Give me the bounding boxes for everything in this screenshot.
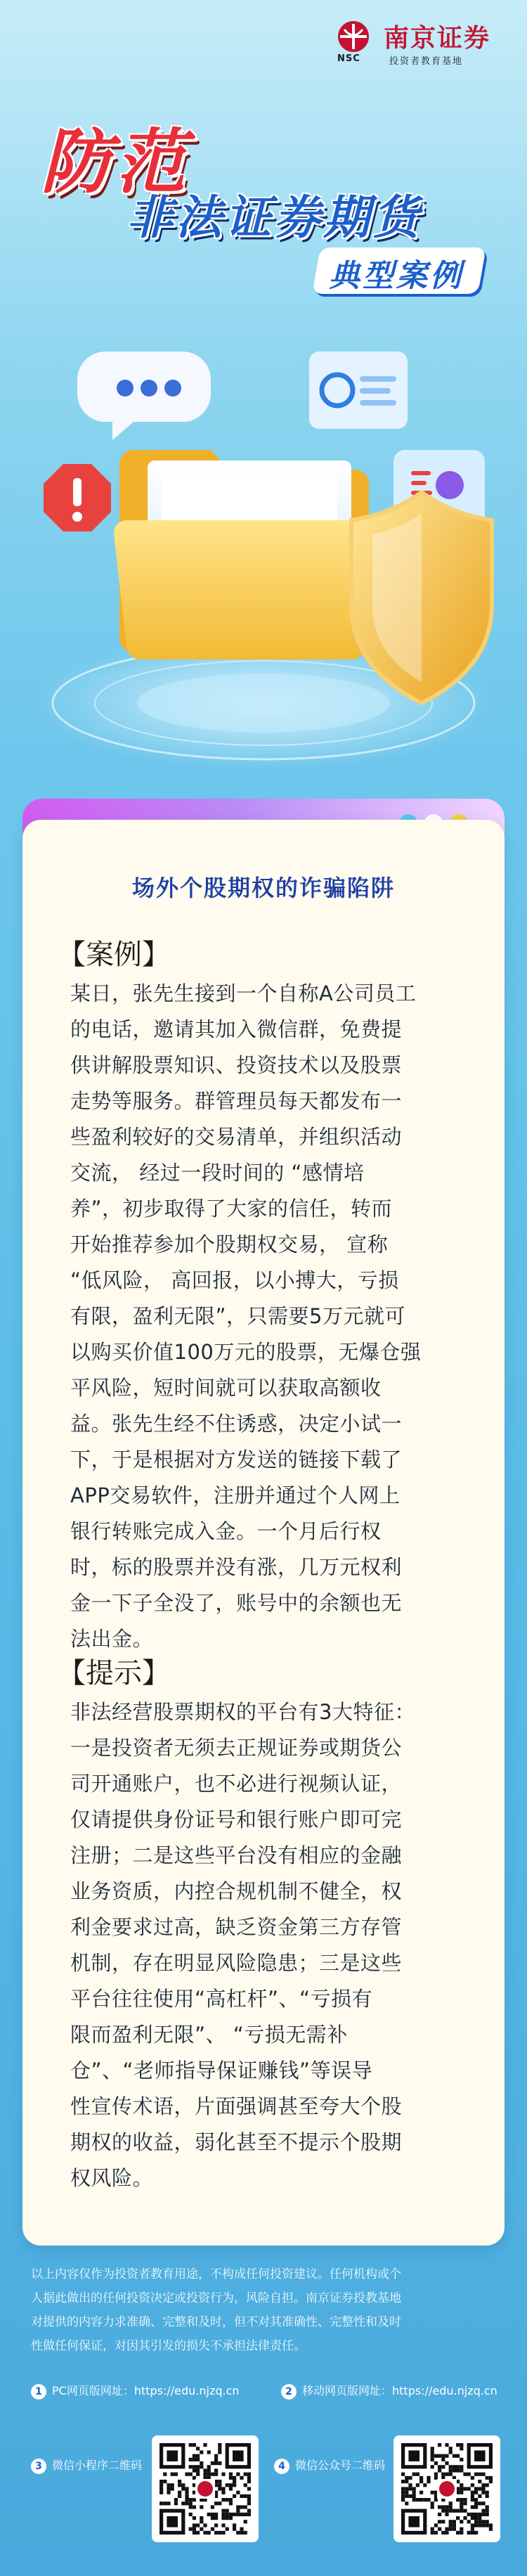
case-line: 以购买价值100万元的股票，无爆仓强 bbox=[70, 1340, 422, 1364]
brand-logo bbox=[332, 15, 507, 72]
qr-number: 3 bbox=[31, 2459, 46, 2474]
case-line: 平风险，短时间就可以获取高额收 bbox=[70, 1376, 382, 1400]
tip-line: 司开通账户，也不必进行视频认证， bbox=[70, 1772, 403, 1796]
case-heading: 【案例】 bbox=[58, 939, 170, 971]
brand-name: 南京证券 bbox=[384, 23, 491, 53]
link-number: 1 bbox=[31, 2384, 46, 2400]
case-line: 时，标的股票并没有涨，几万元权利 bbox=[70, 1555, 403, 1579]
tip-heading: 【提示】 bbox=[58, 1657, 170, 1689]
case-line: 的电话，邀请其加入微信群，免费提 bbox=[70, 1017, 403, 1041]
tip-line: 一是投资者无须去正规证券或期货公 bbox=[70, 1736, 403, 1760]
case-line: 下，于是根据对方发送的链接下载了 bbox=[70, 1448, 403, 1471]
disclaimer-line: 性做任何保证，对因其引发的损失不承担法律责任。 bbox=[31, 2339, 306, 2353]
case-line: 某日，张先生接到一个自称A公司员工 bbox=[70, 981, 417, 1005]
link-label: PC网页版网址：https://edu.njzq.cn bbox=[52, 2384, 240, 2397]
warning-icon bbox=[44, 464, 111, 532]
tip-line: 注册；二是这些平台没有相应的金融 bbox=[70, 1843, 403, 1867]
qr-label-text: 微信小程序二维码 bbox=[52, 2459, 143, 2472]
case-line: 交流， 经过一段时间的 “感情培 bbox=[70, 1161, 365, 1185]
case-line: 益。张先生经不住诱惑，决定小试一 bbox=[70, 1412, 403, 1436]
tip-line: 权风险。 bbox=[70, 2166, 154, 2190]
folder-icon bbox=[114, 450, 378, 659]
brand-subtitle: 投资者教育基地 bbox=[389, 56, 464, 67]
case-line: 银行转账完成入金。一个月后行权 bbox=[70, 1519, 382, 1543]
link-label: 移动网页版网址：https://edu.njzq.cn bbox=[302, 2384, 497, 2397]
qr-code-official-account[interactable] bbox=[393, 2435, 500, 2542]
case-title: 场外个股期权的诈骗陷阱 bbox=[131, 875, 395, 901]
link-mobile-site[interactable] bbox=[281, 2382, 497, 2400]
tip-paragraph bbox=[70, 1694, 471, 2196]
document-icon bbox=[309, 352, 408, 429]
hero-illustration bbox=[0, 309, 527, 787]
case-line: APP交易软件，注册并通过个人网上 bbox=[70, 1483, 401, 1507]
qr-label-text: 微信公众号二维码 bbox=[295, 2459, 386, 2472]
case-line: 供讲解股票知识、投资技术以及股票 bbox=[70, 1053, 403, 1077]
case-line: 走势等服务。群管理员每天都发布一 bbox=[70, 1089, 403, 1113]
case-line: 有限，盈利无限”，只需要5万元就可 bbox=[70, 1304, 405, 1328]
tip-line: 平台往往使用“高杠杆”、“亏损有 bbox=[70, 1987, 373, 2011]
hero-title-line2: 非法证券期货 bbox=[126, 191, 422, 245]
disclaimer bbox=[31, 2262, 497, 2358]
disclaimer-line: 对提供的内容力求准确、完整和及时，但不对其准确性、完整性和及时 bbox=[31, 2315, 401, 2329]
tip-line: 限而盈利无限”、 “亏损无需补 bbox=[70, 2023, 348, 2047]
tip-line: 期权的收益，弱化甚至不提示个股期 bbox=[70, 2130, 403, 2154]
case-line: 些盈利较好的交易清单，并组织活动 bbox=[70, 1125, 403, 1149]
tip-line: 机制，存在明显风险隐患；三是这些 bbox=[70, 1951, 403, 1975]
tip-line: 业务资质，内控合规机制不健全，权 bbox=[70, 1879, 403, 1903]
hero-title-line3: 典型案例 bbox=[329, 258, 464, 294]
disclaimer-line: 人据此做出的任何投资决定或投资行为，风险自担。南京证券投教基地 bbox=[31, 2291, 401, 2305]
link-pc-site[interactable] bbox=[31, 2382, 240, 2400]
case-line: 养”，初步取得了大家的信任，转而 bbox=[70, 1197, 393, 1221]
hero-title-line1: 防范 bbox=[41, 121, 190, 203]
link-number: 2 bbox=[281, 2384, 297, 2400]
case-line: “低风险， 高回报，以小搏大，亏损 bbox=[70, 1268, 399, 1292]
tip-line: 仓”、“老师指导保证赚钱”等误导 bbox=[70, 2059, 373, 2082]
tip-line: 性宣传术语，片面强调甚至夸大个股 bbox=[70, 2094, 403, 2118]
chat-bubble-icon bbox=[77, 352, 211, 440]
tip-line: 利金要求过高，缺乏资金第三方存管 bbox=[70, 1915, 403, 1939]
tip-line: 仅请提供身份证号和银行账户即可完 bbox=[70, 1808, 403, 1831]
disclaimer-line: 以上内容仅作为投资者教育用途，不构成任何投资建议。任何机构或个 bbox=[31, 2267, 401, 2281]
brand-mark-text: NSC bbox=[337, 53, 360, 64]
case-paragraph bbox=[70, 976, 471, 1657]
qr-number: 4 bbox=[274, 2459, 289, 2474]
qr-label-official-account bbox=[274, 2456, 385, 2474]
case-line: 金一下子全没了，账号中的余额也无 bbox=[70, 1591, 403, 1615]
qr-label-miniprogram bbox=[31, 2456, 142, 2474]
case-line: 法出金。 bbox=[70, 1627, 154, 1651]
case-line: 开始推荐参加个股期权交易， 宣称 bbox=[70, 1232, 389, 1256]
tip-line: 非法经营股票期权的平台有3大特征： bbox=[70, 1700, 415, 1724]
qr-code-miniprogram[interactable] bbox=[152, 2435, 259, 2542]
